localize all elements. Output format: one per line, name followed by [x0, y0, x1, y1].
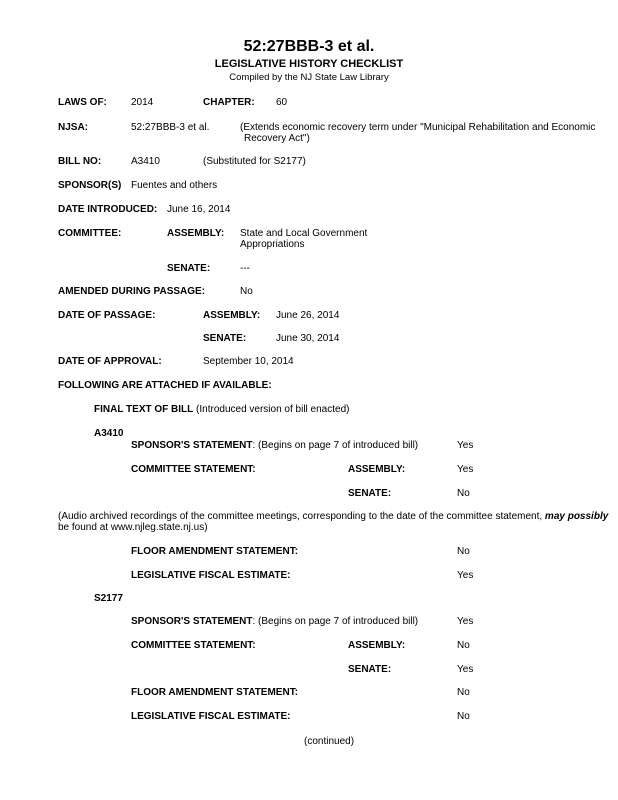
- a3410-assembly-value: Yes: [457, 464, 474, 475]
- audio-note-line2: be found at www.njleg.state.nj.us): [58, 522, 208, 533]
- njsa-description-line2: Recovery Act"): [244, 133, 310, 144]
- audio-note-text: (Audio archived recordings of the committee meetings, corresponding to the date of the committee statement,: [58, 511, 545, 522]
- bill-no-value: A3410: [131, 156, 160, 167]
- final-text-line: [94, 404, 349, 416]
- a3410-floor-value: No: [457, 546, 470, 557]
- chapter-value: 60: [276, 97, 288, 108]
- s2177-assembly-value: No: [457, 640, 470, 651]
- s2177-sponsor-value: Yes: [457, 616, 474, 627]
- committee-assembly-label: ASSEMBLY:: [167, 228, 225, 239]
- s2177-floor-label: FLOOR AMENDMENT STATEMENT:: [131, 687, 299, 698]
- s2177-fiscal-label: LEGISLATIVE FISCAL ESTIMATE:: [131, 711, 291, 722]
- a3410-sponsor-value: Yes: [457, 440, 474, 451]
- njsa-value: 52:27BBB-3 et al.: [131, 122, 210, 133]
- s2177-assembly-label: ASSEMBLY:: [348, 640, 406, 651]
- s2177-fiscal-value: No: [457, 711, 470, 722]
- a3410-senate-label: SENATE:: [348, 488, 392, 499]
- bill-s2177-label: S2177: [94, 593, 123, 604]
- passage-senate-label: SENATE:: [203, 333, 247, 344]
- final-text-note: (Introduced version of bill enacted): [193, 404, 350, 415]
- passage-label: DATE OF PASSAGE:: [58, 310, 156, 321]
- compiled-by: Compiled by the NJ State Law Library: [229, 72, 389, 83]
- s2177-sponsor-statement: [131, 616, 418, 628]
- approval-label: DATE OF APPROVAL:: [58, 356, 162, 367]
- a3410-floor-label: FLOOR AMENDMENT STATEMENT:: [131, 546, 299, 557]
- sponsors-label: SPONSOR(S): [58, 180, 122, 191]
- continued-note: (continued): [304, 736, 355, 747]
- page-subtitle: LEGISLATIVE HISTORY CHECKLIST: [214, 58, 404, 70]
- njsa-description-line1: (Extends economic recovery term under "Municipal Rehabilitation and Economic: [240, 122, 596, 133]
- passage-senate-value: June 30, 2014: [276, 333, 340, 344]
- sponsors-value: Fuentes and others: [131, 180, 218, 191]
- chapter-label: CHAPTER:: [203, 97, 255, 108]
- a3410-senate-value: No: [457, 488, 470, 499]
- date-introduced-value: June 16, 2014: [167, 204, 231, 215]
- approval-value: September 10, 2014: [203, 356, 294, 367]
- passage-assembly-label: ASSEMBLY:: [203, 310, 261, 321]
- a3410-committee-label: COMMITTEE STATEMENT:: [131, 464, 256, 475]
- laws-of-value: 2014: [131, 97, 154, 108]
- s2177-sponsor-note: : (Begins on page 7 of introduced bill): [252, 616, 419, 627]
- committee-assembly-value-line1: State and Local Government: [240, 228, 368, 239]
- date-introduced-label: DATE INTRODUCED:: [58, 204, 158, 215]
- audio-note-emphasis: may possibly: [544, 511, 609, 522]
- page-title: 52:27BBB-3 et al.: [243, 38, 375, 55]
- bill-a3410-label: A3410: [94, 428, 124, 439]
- final-text-label: FINAL TEXT OF BILL: [94, 404, 194, 415]
- a3410-assembly-label: ASSEMBLY:: [348, 464, 406, 475]
- s2177-senate-label: SENATE:: [348, 664, 392, 675]
- passage-assembly-value: June 26, 2014: [276, 310, 340, 321]
- committee-assembly-value-line2: Appropriations: [240, 239, 305, 250]
- a3410-fiscal-value: Yes: [457, 570, 474, 581]
- committee-label: COMMITTEE:: [58, 228, 122, 239]
- bill-no-substituted: (Substituted for S2177): [203, 156, 306, 167]
- bill-no-label: BILL NO:: [58, 156, 102, 167]
- amended-value: No: [240, 286, 253, 297]
- s2177-sponsor-label: SPONSOR'S STATEMENT: [131, 616, 253, 627]
- s2177-senate-value: Yes: [457, 664, 474, 675]
- committee-senate-label: SENATE:: [167, 263, 211, 274]
- njsa-label: NJSA:: [58, 122, 89, 133]
- amended-label: AMENDED DURING PASSAGE:: [58, 286, 206, 297]
- a3410-sponsor-label: SPONSOR'S STATEMENT: [131, 440, 253, 451]
- laws-of-label: LAWS OF:: [58, 97, 107, 108]
- s2177-committee-label: COMMITTEE STATEMENT:: [131, 640, 256, 651]
- committee-senate-value: ---: [240, 263, 250, 274]
- a3410-sponsor-statement: [131, 440, 418, 452]
- attached-heading: FOLLOWING ARE ATTACHED IF AVAILABLE:: [58, 380, 272, 391]
- a3410-fiscal-label: LEGISLATIVE FISCAL ESTIMATE:: [131, 570, 291, 581]
- s2177-floor-value: No: [457, 687, 470, 698]
- a3410-sponsor-note: : (Begins on page 7 of introduced bill): [252, 440, 419, 451]
